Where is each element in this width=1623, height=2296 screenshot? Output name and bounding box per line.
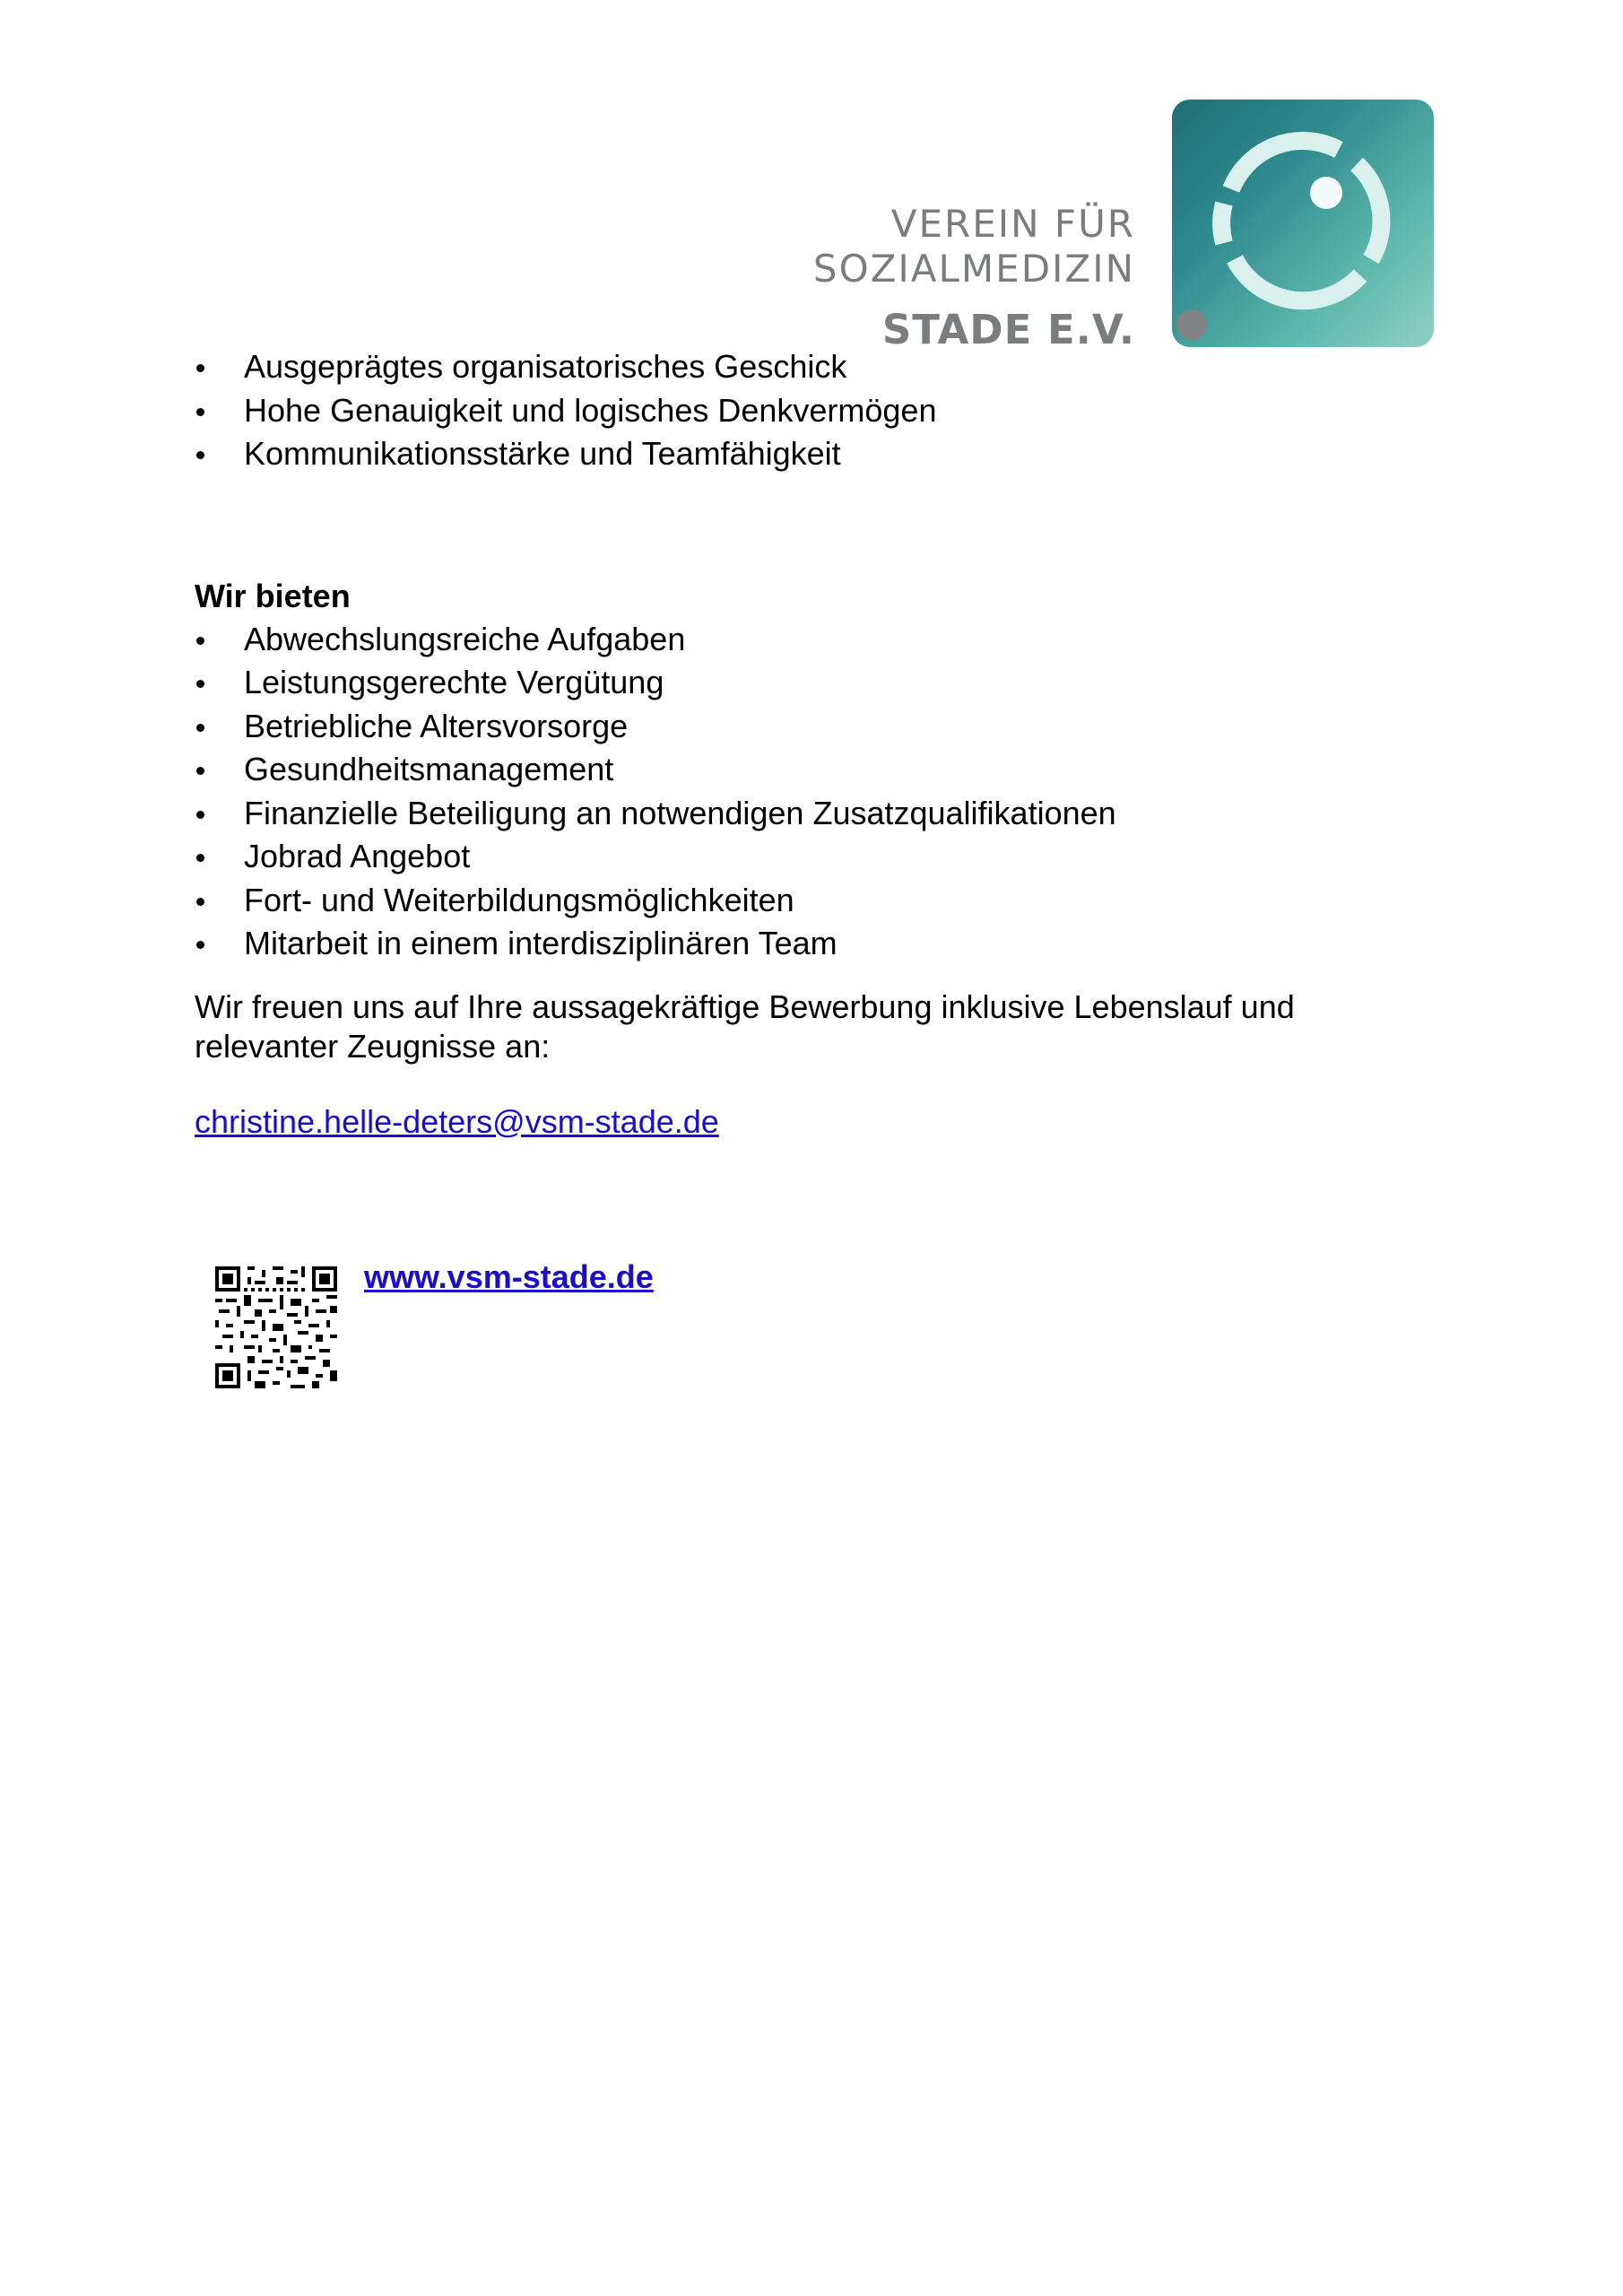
bullet-icon <box>196 364 204 372</box>
qr-code-icon <box>215 1266 337 1388</box>
bullet-icon <box>196 854 204 862</box>
bullet-icon <box>196 451 204 459</box>
list-item: Hohe Genauigkeit und logisches Denkvermögen <box>195 389 1432 433</box>
list-item: Gesundheitsmanagement <box>195 748 1432 792</box>
list-item: Finanzielle Beteiligung an notwendigen Zusatzqualifikationen <box>195 792 1432 836</box>
bullet-icon <box>196 941 204 949</box>
bullet-icon <box>196 680 204 688</box>
bullet-icon <box>196 811 204 819</box>
list-item: Leistungsgerechte Vergütung <box>195 661 1432 705</box>
list-item: Fort- und Weiterbildungsmöglichkeiten <box>195 879 1432 923</box>
logo-grey-dot <box>1176 309 1207 340</box>
list-item: Mitarbeit in einem interdisziplinären Team <box>195 922 1432 966</box>
list-item: Jobrad Angebot <box>195 835 1432 879</box>
offer-heading: Wir bieten <box>195 577 351 614</box>
list-item: Betriebliche Altersvorsorge <box>195 705 1432 749</box>
vsm-logo <box>812 94 1435 363</box>
logo-line-2: SOZIALMEDIZIN <box>812 247 1135 291</box>
bullet-icon <box>196 637 204 645</box>
bullet-icon <box>196 767 204 775</box>
requirements-list <box>195 345 1432 476</box>
logo-line-1: VEREIN FÜR <box>890 202 1135 246</box>
website-link[interactable]: www.vsm-stade.de <box>364 1258 654 1295</box>
email-link[interactable]: christine.helle-deters@vsm-stade.de <box>195 1102 719 1140</box>
logo-emblem-icon <box>1172 100 1434 347</box>
main-content <box>195 345 1432 1144</box>
bullet-icon <box>196 408 204 416</box>
bullet-icon <box>196 898 204 906</box>
list-item: Abwechslungsreiche Aufgaben <box>195 618 1432 662</box>
list-item: Kommunikationsstärke und Teamfähigkeit <box>195 432 1432 476</box>
list-item: Ausgeprägtes organisatorisches Geschick <box>195 345 1432 389</box>
logo-line-3: STADE E.V. <box>881 306 1135 353</box>
bullet-icon <box>196 724 204 732</box>
closing-paragraph: Wir freuen uns auf Ihre aussagekräftige Bewerbung inklusive Lebenslauf und relevanter Zeugnisse an: <box>195 987 1295 1065</box>
offer-list <box>195 618 1432 966</box>
